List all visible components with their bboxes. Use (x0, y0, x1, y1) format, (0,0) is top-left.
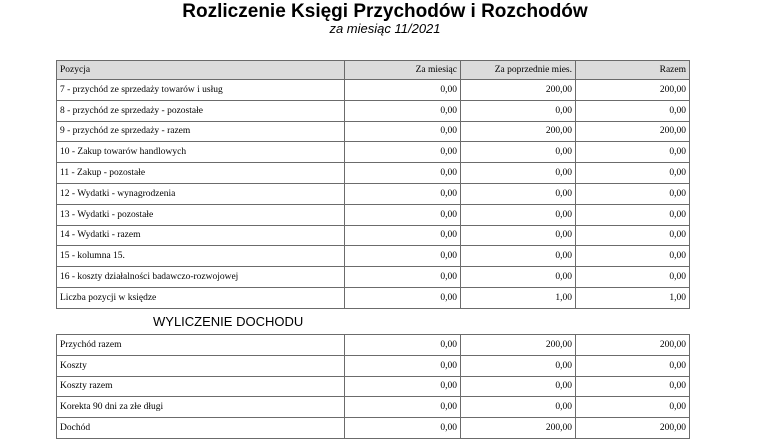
column-header-total: Razem (576, 61, 690, 80)
table-row (57, 142, 690, 163)
value-previous-months: 200,00 (461, 80, 576, 101)
table-row (57, 397, 690, 418)
value-total: 0,00 (576, 267, 690, 288)
table-row (57, 246, 690, 267)
column-header-position: Pozycja (57, 61, 345, 80)
value-previous-months: 200,00 (461, 121, 576, 142)
row-label: 13 - Wydatki - pozostałe (57, 204, 345, 225)
value-previous-months: 0,00 (461, 397, 576, 418)
value-previous-months: 200,00 (461, 418, 576, 439)
table-row (57, 204, 690, 225)
table-row (57, 418, 690, 439)
row-label: 16 - koszty działalności badawczo-rozwojowej (57, 267, 345, 288)
row-label: Liczba pozycji w księdze (57, 287, 345, 308)
value-total: 200,00 (576, 335, 690, 356)
value-month: 0,00 (345, 355, 461, 376)
value-previous-months: 0,00 (461, 225, 576, 246)
value-month: 0,00 (345, 121, 461, 142)
value-previous-months: 0,00 (461, 163, 576, 184)
value-previous-months: 200,00 (461, 335, 576, 356)
row-label: 14 - Wydatki - razem (57, 225, 345, 246)
row-label: 9 - przychód ze sprzedaży - razem (57, 121, 345, 142)
value-month: 0,00 (345, 163, 461, 184)
row-label: 11 - Zakup - pozostałe (57, 163, 345, 184)
value-previous-months: 0,00 (461, 183, 576, 204)
value-month: 0,00 (345, 418, 461, 439)
value-total: 0,00 (576, 355, 690, 376)
table-row (57, 100, 690, 121)
row-label: Koszty razem (57, 376, 345, 397)
value-month: 0,00 (345, 100, 461, 121)
table-row (57, 80, 690, 101)
value-month: 0,00 (345, 225, 461, 246)
value-total: 0,00 (576, 163, 690, 184)
row-label: 8 - przychód ze sprzedaży - pozostałe (57, 100, 345, 121)
table-header-row (57, 61, 690, 80)
value-total: 200,00 (576, 418, 690, 439)
value-month: 0,00 (345, 80, 461, 101)
value-month: 0,00 (345, 397, 461, 418)
income-calculation-table (56, 334, 690, 439)
table-row (57, 225, 690, 246)
income-section-title: WYLICZENIE DOCHODU (153, 314, 304, 329)
value-total: 200,00 (576, 80, 690, 101)
row-label: Dochód (57, 418, 345, 439)
ledger-summary-table (56, 60, 690, 309)
row-label: 12 - Wydatki - wynagrodzenia (57, 183, 345, 204)
value-total: 0,00 (576, 204, 690, 225)
report-period: za miesiąc 11/2021 (329, 21, 441, 36)
value-month: 0,00 (345, 267, 461, 288)
value-total: 0,00 (576, 225, 690, 246)
value-month: 0,00 (345, 142, 461, 163)
value-previous-months: 0,00 (461, 100, 576, 121)
table-row (57, 267, 690, 288)
table-row (57, 355, 690, 376)
value-total: 0,00 (576, 246, 690, 267)
row-label: 15 - kolumna 15. (57, 246, 345, 267)
value-total: 0,00 (576, 142, 690, 163)
value-total: 0,00 (576, 397, 690, 418)
value-month: 0,00 (345, 204, 461, 225)
value-previous-months: 1,00 (461, 287, 576, 308)
value-previous-months: 0,00 (461, 267, 576, 288)
column-header-previous-months: Za poprzednie mies. (461, 61, 576, 80)
report-title: Rozliczenie Księgi Przychodów i Rozchodów (182, 1, 588, 22)
value-previous-months: 0,00 (461, 204, 576, 225)
column-header-month: Za miesiąc (345, 61, 461, 80)
row-label: 10 - Zakup towarów handlowych (57, 142, 345, 163)
row-label: Przychód razem (57, 335, 345, 356)
value-previous-months: 0,00 (461, 246, 576, 267)
value-previous-months: 0,00 (461, 355, 576, 376)
value-month: 0,00 (345, 335, 461, 356)
value-total: 1,00 (576, 287, 690, 308)
value-month: 0,00 (345, 376, 461, 397)
value-total: 0,00 (576, 183, 690, 204)
table-row (57, 163, 690, 184)
value-total: 0,00 (576, 376, 690, 397)
table-row (57, 287, 690, 308)
value-month: 0,00 (345, 287, 461, 308)
row-label: Korekta 90 dni za złe długi (57, 397, 345, 418)
table-row (57, 121, 690, 142)
value-month: 0,00 (345, 183, 461, 204)
value-total: 0,00 (576, 100, 690, 121)
table-row (57, 183, 690, 204)
row-label: Koszty (57, 355, 345, 376)
value-previous-months: 0,00 (461, 142, 576, 163)
value-total: 200,00 (576, 121, 690, 142)
row-label: 7 - przychód ze sprzedaży towarów i usług (57, 80, 345, 101)
table-row (57, 335, 690, 356)
table-row (57, 376, 690, 397)
value-month: 0,00 (345, 246, 461, 267)
value-previous-months: 0,00 (461, 376, 576, 397)
